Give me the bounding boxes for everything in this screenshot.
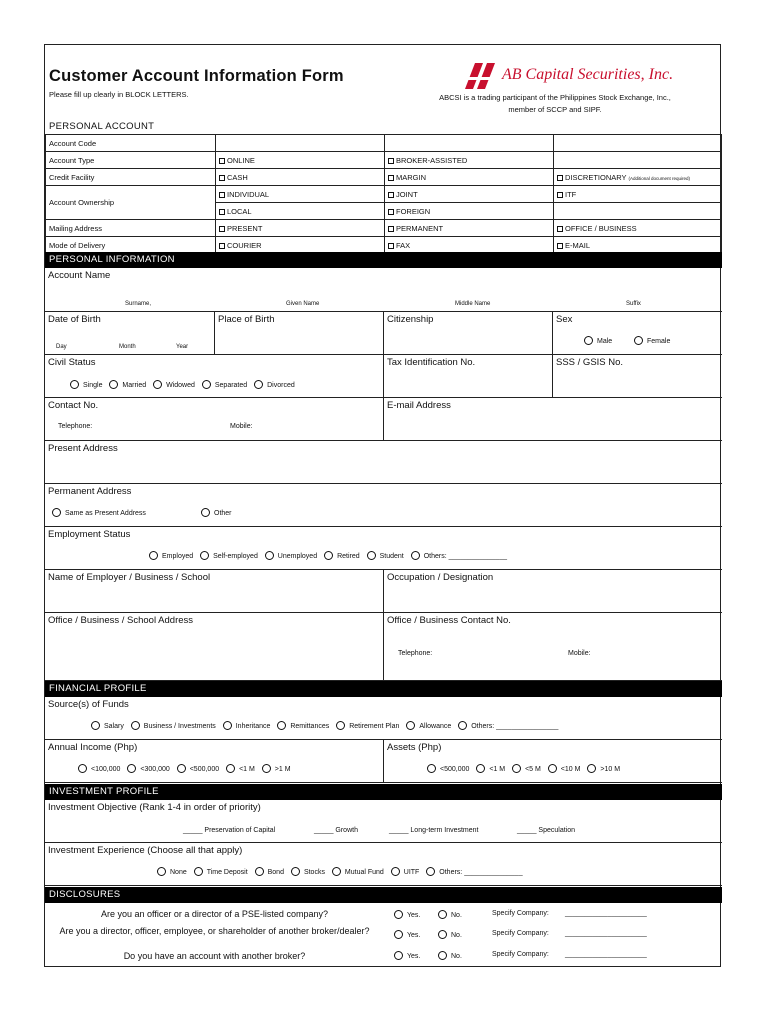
account-code-field[interactable]	[216, 135, 385, 152]
empty-cell	[554, 152, 722, 169]
office-contact-label: Office / Business Contact No.	[387, 615, 511, 626]
income-option[interactable]: >1 M	[262, 766, 291, 773]
place-of-birth-field[interactable]	[215, 312, 384, 355]
radio-icon	[367, 551, 376, 560]
assets-label: Assets (Php)	[387, 742, 442, 753]
civil-status-field	[45, 355, 384, 398]
account-name-field[interactable]	[45, 268, 722, 312]
disclosure-no-option[interactable]: No.	[438, 910, 462, 919]
income-label: Annual Income (Php)	[48, 742, 138, 753]
radio-icon	[411, 551, 420, 560]
contact-field[interactable]	[45, 398, 384, 441]
radio-icon	[394, 951, 403, 960]
employment-self-employed-option[interactable]: Self-employed	[200, 553, 258, 560]
source-allowance-option[interactable]: Allowance	[406, 723, 451, 730]
option-foreign[interactable]: FOREIGN	[385, 203, 554, 220]
asset-option[interactable]: >10 M	[587, 766, 620, 773]
day-label: Day	[56, 344, 67, 350]
civil-single-option[interactable]: Single	[70, 382, 102, 389]
option-broker-assisted[interactable]: BROKER-ASSISTED	[385, 152, 554, 169]
mobile-label: Mobile:	[230, 423, 253, 430]
permanent-address-label: Permanent Address	[48, 486, 132, 497]
income-option[interactable]: <500,000	[177, 766, 219, 773]
permanent-address-field	[45, 484, 722, 527]
suffix-label: Suffix	[626, 301, 641, 307]
specify-company-field[interactable]: _____________________	[565, 910, 647, 917]
objective-speculation[interactable]: _____ Speculation	[517, 827, 575, 834]
checkbox-icon	[557, 226, 563, 232]
radio-icon	[91, 721, 100, 730]
row-label: Account Type	[46, 152, 216, 169]
radio-icon	[512, 764, 521, 773]
company-name: AB Capital Securities, Inc.	[502, 66, 674, 83]
experience-option[interactable]: UITF	[391, 869, 420, 876]
radio-icon	[277, 721, 286, 730]
sex-male-option[interactable]: Male	[584, 336, 612, 345]
civil-widowed-option[interactable]: Widowed	[153, 382, 195, 389]
sources-of-funds-field	[45, 697, 722, 740]
year-label: Year	[176, 344, 189, 350]
form-title: Customer Account Information Form	[49, 67, 344, 85]
source-inheritance-option[interactable]: Inheritance	[223, 723, 271, 730]
radio-icon	[548, 764, 557, 773]
radio-icon	[226, 764, 235, 773]
specify-company-field[interactable]: _____________________	[565, 951, 647, 958]
surname-label: Surname,	[125, 301, 152, 307]
checkbox-icon	[388, 175, 394, 181]
radio-icon	[255, 867, 264, 876]
employment-retired-option[interactable]: Retired	[324, 553, 360, 560]
disclosure-question: Are you an officer or a director of a PSE-listed company?	[101, 909, 328, 919]
radio-icon	[157, 867, 166, 876]
checkbox-icon	[557, 175, 563, 181]
radio-icon	[394, 930, 403, 939]
radio-icon	[70, 380, 79, 389]
account-name-label: Account Name	[48, 270, 111, 281]
sources-label: Source(s) of Funds	[48, 699, 129, 710]
checkbox-icon	[557, 243, 563, 249]
company-logo-icon	[465, 63, 495, 89]
disclosure-no-option[interactable]: No.	[438, 951, 462, 960]
specify-company-label: Specify Company:	[492, 951, 549, 958]
option-courier[interactable]: COURIER	[216, 237, 385, 254]
radio-icon	[202, 380, 211, 389]
experience-option[interactable]: Stocks	[291, 869, 325, 876]
email-label: E-mail Address	[387, 400, 451, 411]
personal-account-table	[45, 134, 722, 254]
option-fax[interactable]: FAX	[385, 237, 554, 254]
row-label: Credit Facility	[46, 169, 216, 186]
radio-icon	[406, 721, 415, 730]
radio-icon	[262, 764, 271, 773]
row-label: Account Ownership	[46, 186, 216, 220]
checkbox-icon	[388, 209, 394, 215]
radio-icon	[78, 764, 87, 773]
option-local[interactable]: LOCAL	[216, 203, 385, 220]
radio-icon	[438, 930, 447, 939]
radio-icon	[426, 867, 435, 876]
civil-divorced-option[interactable]: Divorced	[254, 382, 295, 389]
option-permanent[interactable]: PERMANENT	[385, 220, 554, 237]
experience-option[interactable]: None	[157, 869, 187, 876]
contact-label: Contact No.	[48, 400, 99, 411]
office-address-field[interactable]	[45, 613, 384, 681]
checkbox-icon	[557, 192, 563, 198]
office-address-label: Office / Business / School Address	[48, 615, 194, 626]
given-name-label: Given Name	[286, 301, 320, 307]
assets-field	[384, 740, 722, 783]
sex-label: Sex	[556, 314, 573, 325]
radio-icon	[476, 764, 485, 773]
employment-student-option[interactable]: Student	[367, 553, 404, 560]
checkbox-icon	[219, 192, 225, 198]
radio-icon	[291, 867, 300, 876]
radio-icon	[427, 764, 436, 773]
specify-company-label: Specify Company:	[492, 930, 549, 937]
tin-label: Tax Identification No.	[387, 357, 476, 368]
income-option[interactable]: <1 M	[226, 766, 255, 773]
radio-icon	[587, 764, 596, 773]
date-of-birth-field[interactable]	[45, 312, 215, 355]
radio-icon	[324, 551, 333, 560]
objective-growth[interactable]: _____ Growth	[314, 827, 358, 834]
occupation-label: Occupation / Designation	[387, 572, 494, 583]
middle-name-label: Middle Name	[455, 301, 491, 307]
asset-options	[427, 764, 620, 773]
checkbox-icon	[219, 175, 225, 181]
radio-icon	[391, 867, 400, 876]
employment-status-field	[45, 527, 722, 570]
income-option[interactable]: <300,000	[127, 766, 169, 773]
experience-option[interactable]: Mutual Fund	[332, 869, 384, 876]
asset-option[interactable]: <5 M	[512, 766, 541, 773]
sex-female-option[interactable]: Female	[634, 336, 670, 345]
telephone-label: Telephone:	[58, 423, 93, 430]
employment-status-label: Employment Status	[48, 529, 131, 540]
disclosure-yes-option[interactable]: Yes.	[394, 910, 420, 919]
option-present[interactable]: PRESENT	[216, 220, 385, 237]
radio-icon	[394, 910, 403, 919]
employer-label: Name of Employer / Business / School	[48, 572, 211, 583]
option-individual[interactable]: INDIVIDUAL	[216, 186, 385, 203]
dob-label: Date of Birth	[48, 314, 101, 325]
radio-icon	[634, 336, 643, 345]
option-online[interactable]: ONLINE	[216, 152, 385, 169]
table-row	[46, 220, 722, 237]
radio-icon	[109, 380, 118, 389]
personal-information-bar: PERSONAL INFORMATION	[45, 252, 722, 268]
checkbox-icon	[388, 192, 394, 198]
source-retirement-option[interactable]: Retirement Plan	[336, 723, 399, 730]
radio-icon	[52, 508, 61, 517]
checkbox-icon	[219, 226, 225, 232]
disclosure-question: Do you have an account with another broker?	[123, 951, 306, 961]
disclosure-yes-option[interactable]: Yes.	[394, 951, 420, 960]
sss-field[interactable]	[553, 355, 722, 398]
table-row	[46, 237, 722, 254]
radio-icon	[332, 867, 341, 876]
option-itf[interactable]: ITF	[554, 186, 722, 203]
month-label: Month	[119, 344, 136, 350]
income-options	[78, 764, 291, 773]
disclosure-yes-option[interactable]: Yes.	[394, 930, 420, 939]
account-code-field[interactable]	[554, 135, 722, 152]
employment-employed-option[interactable]: Employed	[149, 553, 193, 560]
present-address-field[interactable]	[45, 441, 722, 484]
table-row	[46, 186, 722, 203]
experience-option[interactable]: Bond	[255, 869, 284, 876]
row-label: Mailing Address	[46, 220, 216, 237]
empty-cell	[554, 203, 722, 220]
employment-unemployed-option[interactable]: Unemployed	[265, 553, 317, 560]
form-page	[44, 44, 721, 967]
employer-field[interactable]	[45, 570, 384, 613]
radio-icon	[149, 551, 158, 560]
table-row	[46, 135, 722, 152]
radio-icon	[438, 951, 447, 960]
radio-icon	[200, 551, 209, 560]
company-tagline: ABCSI is a trading participant of the Philippines Stock Exchange, Inc., member of SCCP and SIPF.	[439, 93, 671, 114]
objective-capital[interactable]: _____ Preservation of Capital	[183, 827, 276, 834]
pob-label: Place of Birth	[218, 314, 275, 325]
account-code-field[interactable]	[385, 135, 554, 152]
experience-options	[157, 867, 523, 876]
radio-icon	[153, 380, 162, 389]
specify-company-field[interactable]: _____________________	[565, 930, 647, 937]
radio-icon	[458, 721, 467, 730]
other-address-option[interactable]: Other	[201, 508, 232, 517]
office-telephone-label: Telephone:	[398, 650, 433, 657]
sex-field	[553, 312, 722, 355]
radio-icon	[127, 764, 136, 773]
radio-icon	[194, 867, 203, 876]
experience-option[interactable]: Time Deposit	[194, 869, 248, 876]
same-as-present-option[interactable]: Same as Present Address	[52, 508, 146, 517]
source-options	[91, 721, 558, 730]
option-discretionary[interactable]: DISCRETIONARY (Additional document required)	[554, 169, 722, 186]
sss-label: SSS / GSIS No.	[556, 357, 624, 368]
checkbox-icon	[219, 243, 225, 249]
option-office-business[interactable]: OFFICE / BUSINESS	[554, 220, 722, 237]
annual-income-field	[45, 740, 384, 783]
asset-option[interactable]: <10 M	[548, 766, 581, 773]
experience-option[interactable]: Others: _______________	[426, 869, 522, 876]
checkbox-icon	[219, 209, 225, 215]
form-header	[45, 45, 720, 123]
civil-status-label: Civil Status	[48, 357, 96, 368]
radio-icon	[177, 764, 186, 773]
disclosure-question: Are you a director, officer, employee, or shareholder of another broker/dealer?	[59, 926, 370, 936]
table-row	[46, 152, 722, 169]
table-row	[46, 169, 722, 186]
radio-icon	[265, 551, 274, 560]
option-email[interactable]: E-MAIL	[554, 237, 722, 254]
radio-icon	[223, 721, 232, 730]
checkbox-icon	[388, 243, 394, 249]
radio-icon	[336, 721, 345, 730]
source-others-option[interactable]: Others: ________________	[458, 723, 558, 730]
radio-icon	[584, 336, 593, 345]
form-subtitle: Please fill up clearly in BLOCK LETTERS.	[49, 90, 189, 99]
employment-options	[149, 551, 507, 560]
specify-company-label: Specify Company:	[492, 910, 549, 917]
investment-experience-field	[45, 843, 722, 886]
radio-icon	[438, 910, 447, 919]
option-cash[interactable]: CASH	[216, 169, 385, 186]
checkbox-icon	[219, 158, 225, 164]
investment-objective-field	[45, 800, 722, 843]
source-business-option[interactable]: Business / Investments	[131, 723, 216, 730]
civil-status-options	[70, 380, 295, 389]
citizenship-field[interactable]	[384, 312, 553, 355]
occupation-field[interactable]	[384, 570, 722, 613]
employment-others-option[interactable]: Others: _______________	[411, 553, 507, 560]
civil-married-option[interactable]: Married	[109, 382, 146, 389]
personal-account-label: PERSONAL ACCOUNT	[49, 121, 155, 132]
experience-label: Investment Experience (Choose all that apply)	[48, 845, 243, 856]
income-option[interactable]: <100,000	[78, 766, 120, 773]
tin-field[interactable]	[384, 355, 553, 398]
office-mobile-label: Mobile:	[568, 650, 591, 657]
row-label: Mode of Delivery	[46, 237, 216, 254]
citizenship-label: Citizenship	[387, 314, 434, 325]
source-salary-option[interactable]: Salary	[91, 723, 124, 730]
objective-label: Investment Objective (Rank 1-4 in order of priority)	[48, 802, 261, 813]
option-joint[interactable]: JOINT	[385, 186, 554, 203]
disclosures-bar: DISCLOSURES	[45, 887, 722, 903]
objective-long-term[interactable]: _____ Long-term Investment	[389, 827, 479, 834]
asset-option[interactable]: <1 M	[476, 766, 505, 773]
financial-profile-bar: FINANCIAL PROFILE	[45, 681, 722, 697]
checkbox-icon	[388, 158, 394, 164]
email-field[interactable]	[384, 398, 722, 441]
row-label: Account Code	[46, 135, 216, 152]
radio-icon	[131, 721, 140, 730]
radio-icon	[201, 508, 210, 517]
present-address-label: Present Address	[48, 443, 118, 454]
option-margin[interactable]: MARGIN	[385, 169, 554, 186]
source-remittances-option[interactable]: Remittances	[277, 723, 329, 730]
civil-separated-option[interactable]: Separated	[202, 382, 247, 389]
checkbox-icon	[388, 226, 394, 232]
radio-icon	[254, 380, 263, 389]
office-contact-field[interactable]	[384, 613, 722, 681]
asset-option[interactable]: <500,000	[427, 766, 469, 773]
disclosure-no-option[interactable]: No.	[438, 930, 462, 939]
investment-profile-bar: INVESTMENT PROFILE	[45, 784, 722, 800]
